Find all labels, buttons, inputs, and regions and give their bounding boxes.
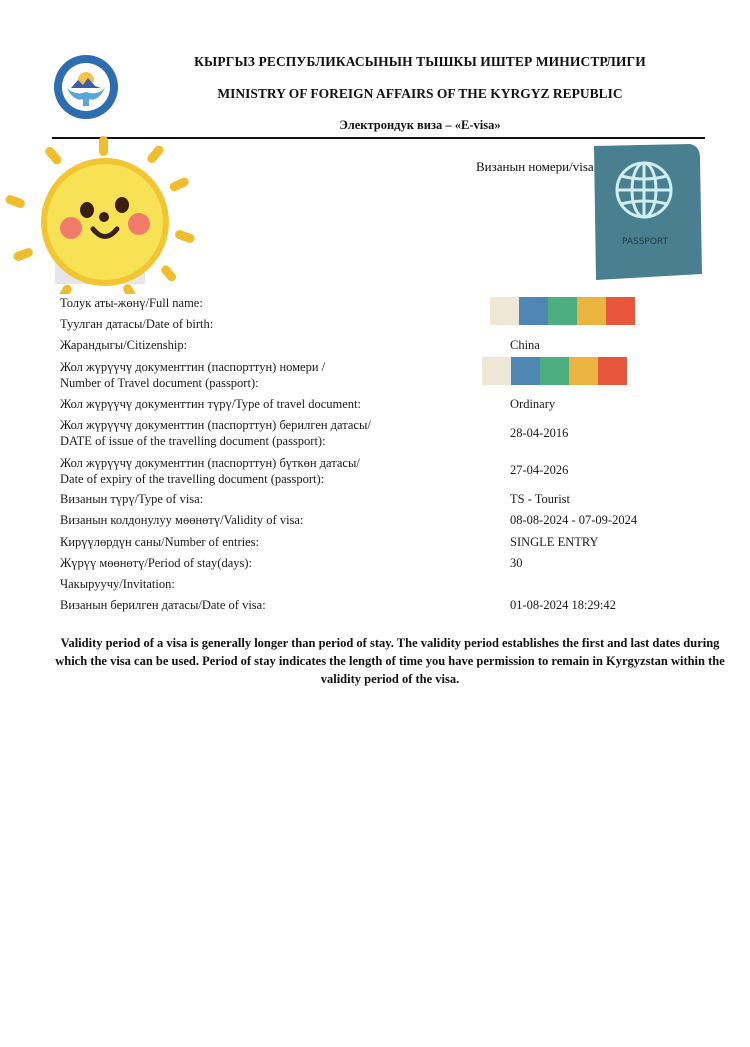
- value-period-of-stay: 30: [510, 556, 523, 570]
- label-invitation: Чакыруучу/Invitation:: [60, 577, 175, 591]
- redaction-block: [598, 357, 627, 385]
- label-document-type: Жол жүрүүчү документтин түрү/Type of travel document:: [60, 397, 361, 411]
- passport-sticker-text: PASSPORT: [621, 237, 669, 247]
- label-date-of-visa: Визанын берилген датасы/Date of visa:: [60, 598, 266, 612]
- value-expiry-date: 27-04-2026: [510, 463, 569, 477]
- value-document-type: Ordinary: [510, 397, 556, 411]
- sun-sticker-icon: [5, 134, 195, 294]
- value-entries: SINGLE ENTRY: [510, 535, 599, 549]
- redaction-block: [569, 357, 598, 385]
- label-validity: Визанын колдонулуу мөөнөтү/Validity of visa:: [60, 513, 304, 527]
- kyrgyz-emblem-icon: [53, 54, 119, 120]
- redaction-block: [540, 357, 569, 385]
- ministry-title-english: MINISTRY OF FOREIGN AFFAIRS OF THE KYRGYZ REPUBLIC: [217, 86, 623, 101]
- label-expiry-date-ky: Жол жүрүүчү документтин (паспорттун) бүткөн датасы/: [60, 456, 360, 470]
- visa-number-label: Визанын номери/visa: [476, 159, 594, 174]
- label-visa-type: Визанын түрү/Type of visa:: [60, 492, 204, 506]
- document-type: Электрондук виза – «E-visa»: [339, 118, 501, 132]
- label-full-name: Толук аты-жөнү/Full name:: [60, 296, 203, 310]
- redaction-block: [577, 297, 606, 325]
- value-visa-type: TS - Tourist: [510, 492, 571, 506]
- label-issue-date-en: DATE of issue of the travelling document (passport):: [60, 434, 326, 448]
- validity-notice: Validity period of a visa is generally longer than period of stay. The validity period establishes the first and last dates during which the visa can be used. Period of stay indicates the length of time you have permission to remain in Kyrgyzstan within the validity period of the visa.: [55, 636, 725, 686]
- label-passport-number-ky: Жол жүрүүчү документтин (паспорттун) номери /: [60, 360, 326, 374]
- label-passport-number-en: Number of Travel document (passport):: [60, 376, 259, 390]
- value-validity: 08-08-2024 - 07-09-2024: [510, 513, 638, 527]
- label-entries: Кирүүлөрдүн саны/Number of entries:: [60, 535, 259, 549]
- redaction-block: [519, 297, 548, 325]
- label-period-of-stay: Жүрүү мөөнөтү/Period of stay(days):: [60, 556, 253, 570]
- redaction-block: [606, 297, 635, 325]
- redaction-block: [482, 357, 511, 385]
- redaction-block: [511, 357, 540, 385]
- redaction-block: [490, 297, 519, 325]
- redaction-passport-number: [482, 357, 627, 385]
- value-issue-date: 28-04-2016: [510, 426, 569, 440]
- label-issue-date-ky: Жол жүрүүчү документтин (паспорттун) берилген датасы/: [60, 418, 371, 432]
- redaction-full-name: [490, 297, 635, 325]
- passport-sticker-icon: [590, 142, 702, 282]
- value-date-of-visa: 01-08-2024 18:29:42: [510, 598, 616, 612]
- label-citizenship: Жарандыгы/Citizenship:: [60, 338, 188, 352]
- ministry-title-kyrgyz: КЫРГЫЗ РЕСПУБЛИКАСЫНЫН ТЫШКЫ ИШТЕР МИНИСТРЛИГИ: [194, 54, 646, 69]
- redaction-block: [548, 297, 577, 325]
- label-expiry-date-en: Date of expiry of the travelling document (passport):: [60, 472, 325, 486]
- value-citizenship: China: [510, 338, 540, 352]
- label-date-of-birth: Туулган датасы/Date of birth:: [60, 317, 214, 331]
